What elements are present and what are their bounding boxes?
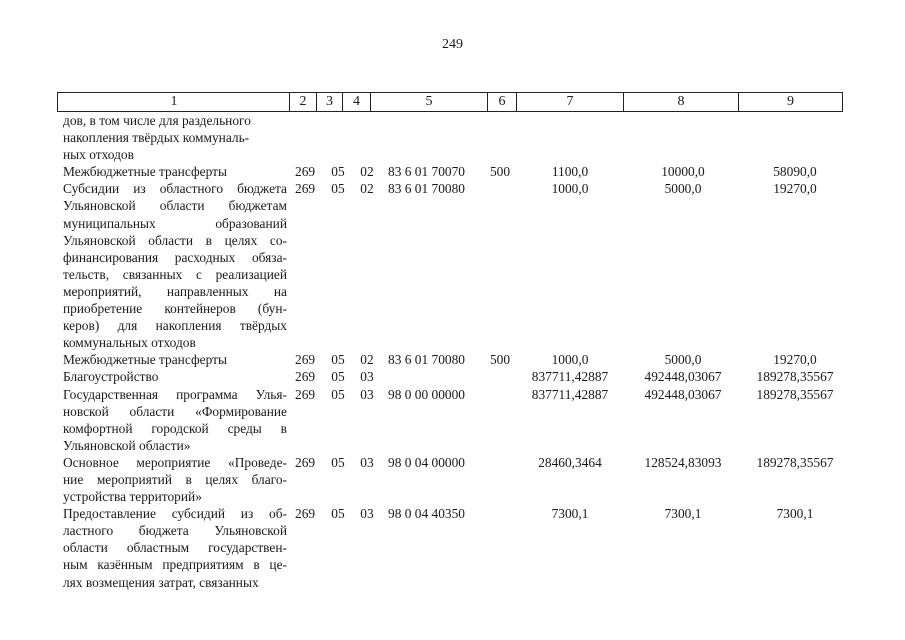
ved-code: 269: [295, 506, 316, 522]
target-article-code: 83 6 01 70070: [388, 164, 465, 180]
table-header: [57, 92, 842, 111]
row-description: [63, 505, 287, 590]
row-description: [63, 112, 287, 163]
description-line: керов) для накопления твёрдых: [63, 318, 287, 334]
subsection-code: 03: [360, 506, 374, 522]
row-description: [63, 163, 287, 180]
expense-type-code: [485, 368, 515, 385]
header-col-2: 2: [289, 92, 316, 112]
table-row: [63, 505, 853, 590]
amount-col-9: 58090,0: [773, 164, 817, 180]
table-body: [63, 112, 853, 591]
header-col-8: 8: [623, 92, 738, 112]
subsection-code: 02: [360, 181, 374, 197]
row-description: [63, 368, 287, 385]
subsection-code: 02: [360, 164, 374, 180]
table-row: [63, 351, 853, 368]
target-article-code: 98 0 04 40350: [388, 506, 465, 522]
table-row: [63, 368, 853, 385]
description-line: Межбюджетные трансферты: [63, 164, 227, 180]
description-line: ным казённым предприятиям в це-: [63, 557, 287, 573]
ved-code: 269: [295, 352, 316, 368]
description-line: Благоустройство: [63, 369, 159, 385]
ved-code: 269: [295, 369, 316, 385]
section-code: 05: [331, 454, 345, 470]
expense-type-code: 500: [489, 352, 511, 368]
description-line: ние мероприятий в целях благо-: [63, 471, 287, 487]
table-row: [63, 180, 853, 351]
description-line: Ульяновской области в целях со-: [63, 232, 287, 248]
table-row: [63, 112, 853, 163]
description-line: ных отходов: [63, 147, 134, 163]
row-description: [63, 386, 287, 454]
amount-col-7: 1000,0: [551, 352, 589, 368]
header-col-3: 3: [316, 92, 342, 112]
target-article-code: 83 6 01 70080: [388, 181, 465, 197]
row-description: [63, 351, 287, 368]
amount-col-9: 19270,0: [773, 181, 817, 197]
description-line: коммунальных отходов: [63, 335, 196, 351]
header-col-6: 6: [487, 92, 516, 112]
description-line: дов, в том числе для раздельного: [63, 113, 251, 128]
ved-code: 269: [295, 164, 316, 180]
header-col-4: 4: [342, 92, 370, 112]
description-line: новской области «Формирование: [63, 403, 287, 419]
expense-type-code: [485, 180, 515, 197]
header-col-9: 9: [738, 92, 843, 112]
header-col-5: 5: [370, 92, 487, 112]
subsection-code: 03: [360, 454, 374, 470]
ved-code: 269: [295, 386, 316, 402]
description-line: Предоставление субсидий из об-: [63, 506, 287, 522]
amount-col-9: 189278,35567: [756, 454, 834, 470]
description-line: области областным государствен-: [63, 540, 287, 556]
header-col-1: 1: [57, 92, 290, 112]
subsection-code: 03: [360, 369, 374, 385]
subsection-code: 03: [360, 386, 374, 402]
amount-col-9: 7300,1: [776, 506, 814, 522]
row-description: [63, 180, 287, 351]
target-article-code: 98 0 04 00000: [388, 454, 465, 470]
row-description: [63, 454, 287, 505]
amount-col-8: 7300,1: [664, 506, 702, 522]
amount-col-8: 5000,0: [664, 181, 702, 197]
target-article-code: [388, 368, 488, 385]
description-line: Ульяновской области»: [63, 437, 191, 453]
expense-type-code: [485, 112, 515, 129]
description-line: мероприятий, направленных на: [63, 283, 287, 299]
target-article-code: 83 6 01 70080: [388, 352, 465, 368]
section-code: [326, 112, 350, 129]
amount-col-7: 837711,42887: [531, 369, 609, 385]
subsection-code: [355, 112, 379, 129]
amount-col-7: [515, 112, 625, 129]
expense-type-code: [485, 386, 515, 403]
description-line: накопления твёрдых коммуналь-: [63, 130, 250, 146]
target-article-code: [388, 112, 488, 129]
description-line: устройства территорий»: [63, 489, 202, 505]
description-line: Ульяновской области бюджетам: [63, 198, 287, 214]
ved-code: [295, 112, 321, 129]
amount-col-9: [740, 112, 850, 129]
amount-col-8: 492448,03067: [644, 369, 722, 385]
table-row: [63, 386, 853, 454]
table-row: [63, 454, 853, 505]
amount-col-8: 5000,0: [664, 352, 702, 368]
description-line: Основное мероприятие «Проведе-: [63, 454, 287, 470]
amount-col-9: 189278,35567: [756, 369, 834, 385]
amount-col-7: 1100,0: [551, 164, 589, 180]
page-number: 249: [442, 37, 463, 52]
amount-col-7: 28460,3464: [538, 454, 602, 470]
description-line: приобретение контейнеров (бун-: [63, 301, 287, 317]
target-article-code: 98 0 00 00000: [388, 386, 465, 402]
table-row: [63, 163, 853, 180]
description-line: Межбюджетные трансферты: [63, 352, 227, 368]
amount-col-9: 19270,0: [773, 352, 817, 368]
amount-col-7: 7300,1: [551, 506, 589, 522]
description-line: муниципальных образований: [63, 215, 287, 231]
description-line: лях возмещения затрат, связанных: [63, 574, 259, 590]
description-line: тельств, связанных с реализацией: [63, 266, 287, 282]
amount-col-9: 189278,35567: [756, 386, 834, 402]
description-line: Субсидии из областного бюджета: [63, 181, 287, 197]
header-col-7: 7: [516, 92, 623, 112]
subsection-code: 02: [360, 352, 374, 368]
description-line: комфортной городской среды в: [63, 420, 287, 436]
ved-code: 269: [295, 181, 316, 197]
amount-col-7: 1000,0: [551, 181, 589, 197]
section-code: 05: [331, 506, 345, 522]
amount-col-7: 837711,42887: [531, 386, 609, 402]
expense-type-code: [485, 454, 515, 471]
amount-col-8: [628, 112, 738, 129]
expense-type-code: [485, 505, 515, 522]
section-code: 05: [331, 164, 345, 180]
amount-col-8: 128524,83093: [644, 454, 722, 470]
section-code: 05: [331, 369, 345, 385]
amount-col-8: 492448,03067: [644, 386, 722, 402]
ved-code: 269: [295, 454, 316, 470]
description-line: ластного бюджета Ульяновской: [63, 523, 287, 539]
section-code: 05: [331, 352, 345, 368]
expense-type-code: 500: [489, 164, 511, 180]
description-line: финансирования расходных обяза-: [63, 249, 287, 265]
amount-col-8: 10000,0: [661, 164, 705, 180]
description-line: Государственная программа Улья-: [63, 386, 287, 402]
section-code: 05: [331, 181, 345, 197]
section-code: 05: [331, 386, 345, 402]
